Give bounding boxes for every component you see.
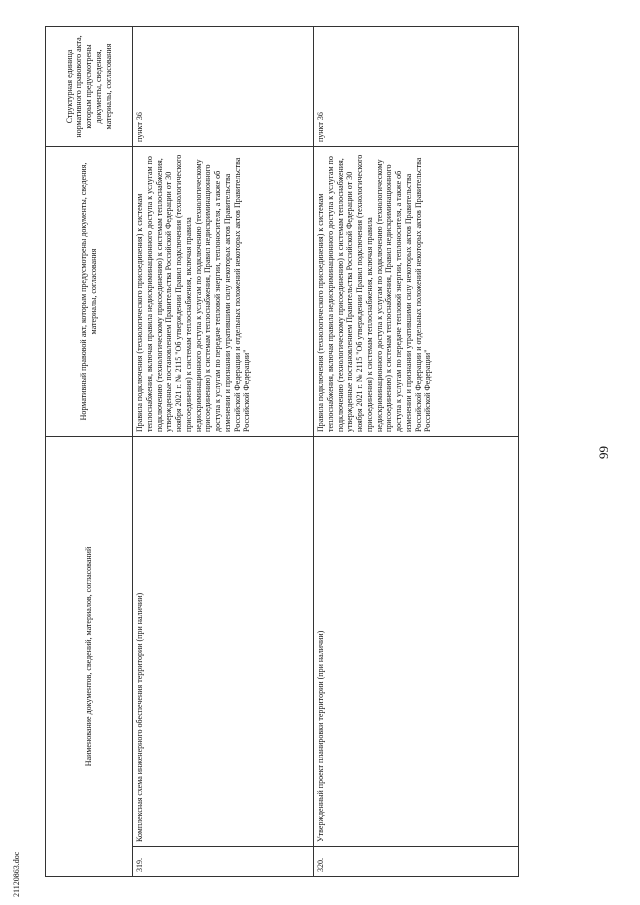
header-unit: Структурная единица нормативного правового акта, которым предусмотрены документы, сведения, материалы, согласования: [46, 27, 133, 147]
header-act: Нормативный правовой акт, которым предусмотрены документы, сведения, материалы, согласования: [46, 147, 133, 437]
row-document-name: Утвержденный проект планировки территории (при наличии): [314, 437, 519, 847]
row-structural-unit: пункт 36: [314, 27, 519, 147]
row-legal-act: Правила подключения (технологического присоединения) к системам теплоснабжения, включая правила недискриминационного доступа к услугам по подключению (технологическому присоединению) к системам теплоснабжения, утвержденные постановлением Правительства Российской Федерации от 30 ноября 2021 г. № 2115 "Об утверждении Правил подключения (технологического присоединения) к системам теплоснабжения, включая правила недискриминационного доступа к услугам по подключению (технологическому присоединению) к системам теплоснабжения, Правил недискриминационного доступа к услугам по передаче тепловой энергии, теплоносителя, а также об изменении и признании утратившими силу некоторых актов Правительства Российской Федерации и отдельных положений некоторых актов Правительства Российской Федерации": [133, 147, 314, 437]
row-legal-act: Правила подключения (технологического присоединения) к системам теплоснабжения, включая правила недискриминационного доступа к услугам по подключению (технологическому присоединению) к системам теплоснабжения, утвержденные постановлением Правительства Российской Федерации от 30 ноября 2021 г. № 2115 "Об утверждении Правил подключения (технологического присоединения) к системам теплоснабжения, включая правила недискриминационного доступа к услугам по подключению (технологическому присоединению) к системам теплоснабжения, Правил недискриминационного доступа к услугам по передаче тепловой энергии, теплоносителя, а также об изменении и признании утратившими силу некоторых актов Правительства Российской Федерации и отдельных положений некоторых актов Правительства Российской Федерации": [314, 147, 519, 437]
row-number: 320.: [314, 847, 519, 877]
row-number: 319.: [133, 847, 314, 877]
documents-table: [45, 26, 519, 877]
row-structural-unit: пункт 36: [133, 27, 314, 147]
row-document-name: Комплексная схема инженерного обеспечения территории (при наличии): [133, 437, 314, 847]
header-name: Наименование документов, сведений, материалов, согласований: [46, 437, 133, 877]
table-row: [314, 27, 519, 877]
table-header-row: [46, 27, 133, 877]
table-row: [133, 27, 314, 877]
file-footer: 21120863.doc: [12, 851, 21, 897]
page-number: 99: [596, 446, 611, 459]
